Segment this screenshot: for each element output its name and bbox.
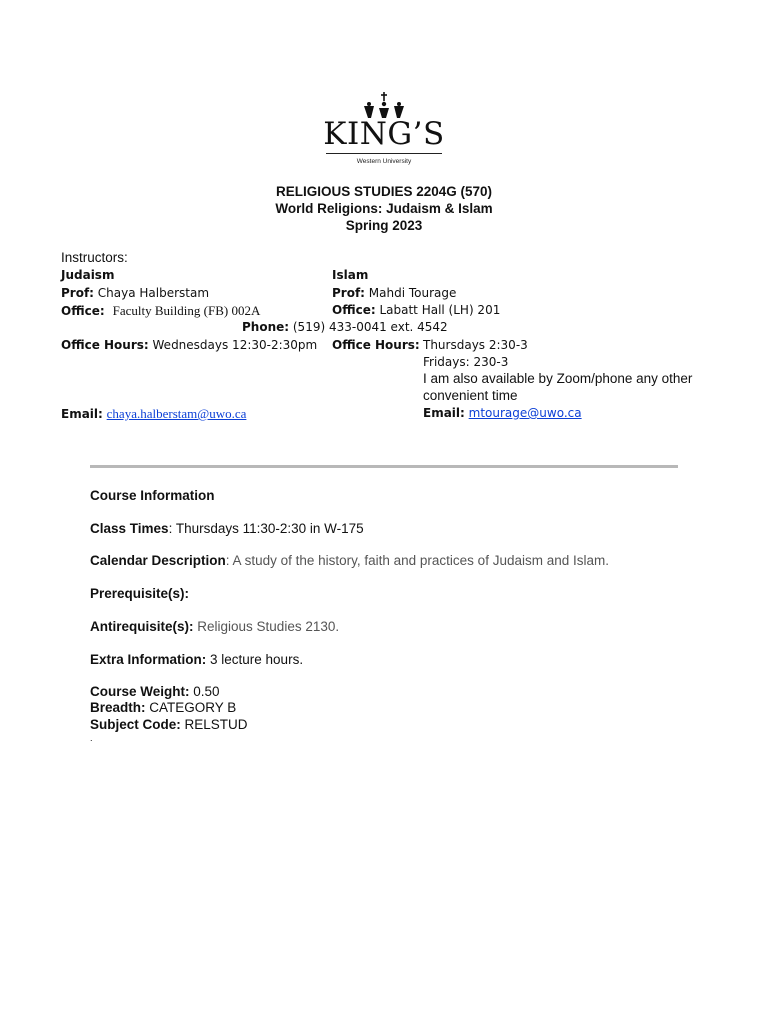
islam-availability-line1: I am also available by Zoom/phone any other (423, 371, 693, 386)
course-weight: Course Weight: 0.50 (90, 684, 220, 699)
prerequisites: Prerequisite(s): (90, 586, 190, 601)
islam-office-hours-label: Office Hours: (332, 338, 420, 352)
judaism-heading: Judaism (61, 268, 115, 282)
judaism-office-hours: Office Hours: Wednesdays 12:30-2:30pm (61, 338, 318, 352)
class-times: Class Times: Thursdays 11:30-2:30 in W-175 (90, 521, 364, 536)
judaism-office: Office: Faculty Building (FB) 002A (61, 303, 261, 318)
course-info-heading: Course Information (90, 488, 215, 503)
islam-email-link[interactable]: mtourage@uwo.ca (468, 406, 582, 420)
judaism-email-link[interactable]: chaya.halberstam@uwo.ca (106, 406, 247, 421)
judaism-prof: Prof: Chaya Halberstam (61, 286, 210, 300)
extra-information: Extra Information: 3 lecture hours. (90, 652, 304, 667)
phone: Phone: (519) 433-0041 ext. 4542 (242, 320, 448, 334)
breadth: Breadth: CATEGORY B (90, 700, 237, 715)
islam-email: Email: mtourage@uwo.ca (423, 406, 582, 420)
course-name: World Religions: Judaism & Islam (275, 201, 493, 216)
section-divider (90, 465, 678, 468)
instructors-heading: Instructors: (61, 250, 128, 265)
course-code: RELIGIOUS STUDIES 2204G (570) (275, 184, 493, 199)
logo-subtitle: Western University (356, 158, 412, 165)
islam-office: Office: Labatt Hall (LH) 201 (332, 303, 501, 317)
kings-logo (322, 92, 446, 170)
antirequisites: Antirequisite(s): Religious Studies 2130. (90, 619, 340, 634)
subject-code: Subject Code: RELSTUD (90, 717, 248, 732)
logo-divider (326, 153, 442, 154)
trailing-period: . (90, 733, 93, 743)
islam-hours-line2: Fridays: 230-3 (423, 355, 509, 369)
islam-hours-line1: Thursdays 2:30-3 (423, 338, 528, 352)
judaism-email: Email: chaya.halberstam@uwo.ca (61, 406, 247, 421)
islam-availability-line2: convenient time (423, 388, 518, 403)
islam-prof: Prof: Mahdi Tourage (332, 286, 457, 300)
course-term: Spring 2023 (345, 218, 423, 233)
islam-heading: Islam (332, 268, 369, 282)
logo-wordmark: KING’S (323, 116, 445, 152)
calendar-description: Calendar Description: A study of the history, faith and practices of Judaism and Islam. (90, 553, 609, 568)
